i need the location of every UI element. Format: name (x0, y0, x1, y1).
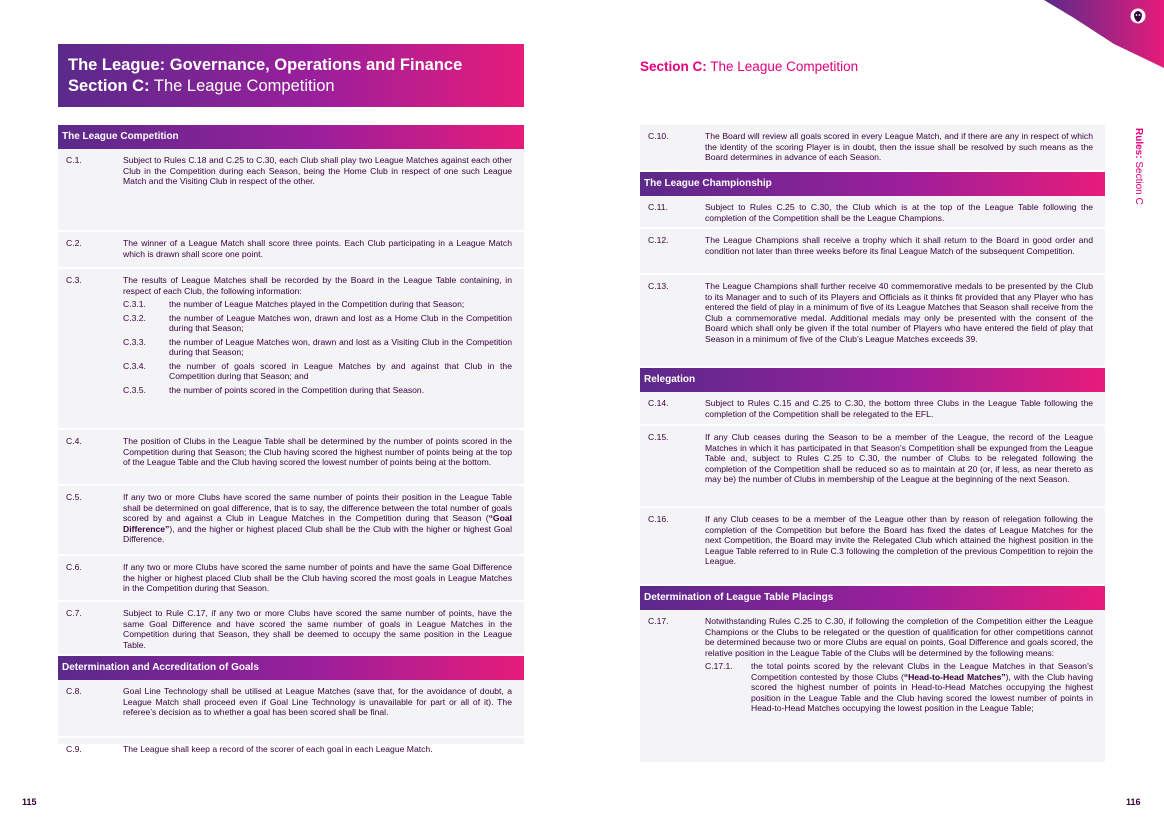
rule-text: The winner of a League Match shall score three points. Each Club participating in a League Match which is drawn shall score one point. (123, 238, 512, 259)
rule-item (58, 149, 524, 232)
defined-term: “Head-to-Head Matches” (903, 671, 1006, 682)
rule-number: C.6. (66, 562, 82, 572)
right-heading-prefix: Section C: (640, 59, 707, 74)
right-page-heading (640, 59, 858, 74)
lion-crest-icon (1131, 9, 1146, 24)
rule-text: Subject to Rules C.25 to C.30, the Club which is at the top of the League Table following the completion of the Competition shall be the League Champions. (705, 202, 1093, 223)
rule-number: C.17. (648, 616, 669, 626)
section-heading: Relegation (640, 368, 1105, 392)
rule-item (58, 556, 524, 602)
rule-number: C.11. (648, 202, 668, 212)
rule-item (640, 196, 1105, 229)
rule-text: Subject to Rules C.18 and C.25 to C.30, each Club shall play two League Matches against each other Club in the Competition during each Season, being the Home Club in respect of one such League Match and the Visiting Club in respect of the other. (123, 155, 512, 186)
rule-number: C.10. (648, 131, 669, 141)
rule-item (58, 232, 524, 269)
rule-number: C.4. (66, 436, 82, 446)
rule-number: C.15. (648, 432, 669, 442)
section-title (68, 76, 514, 97)
rule-number: C.9. (66, 744, 82, 754)
rule-item (58, 486, 524, 556)
sub-rule-number: C.3.1. (123, 299, 146, 309)
rule-text: Goal Line Technology shall be utilised at League Matches (save that, for the avoidance of doubt, a League Match shall proceed even if Goal Line Technology is unavailable for part or all of it). The referee’s decision as to whether a goal has been scored shall be final. (123, 686, 512, 717)
sub-rule-number: C.3.2. (123, 312, 146, 323)
rule-number: C.7. (66, 608, 82, 618)
rule-item (640, 392, 1105, 426)
rule-number: C.12. (648, 235, 669, 245)
sub-rule (123, 299, 512, 310)
section-heading: Determination of League Table Placings (640, 586, 1105, 610)
sub-rule-text: the number of League Matches played in the Competition during that Season; (169, 299, 465, 309)
rule-number: C.14. (648, 398, 669, 408)
rule-item (58, 602, 524, 656)
rule-number: C.1. (66, 155, 82, 165)
rule-item (58, 430, 524, 486)
rule-text: The results of League Matches shall be recorded by the Board in the League Table containing, in respect of each Club, the following information: (123, 275, 512, 296)
rule-text: The Board will review all goals scored in every League Match, and if there are any in respect of which the identity of the scoring Player is in doubt, then the issue shall be resolved by such means as the Board determines in advance of each Season. (705, 131, 1093, 162)
sub-rule-number: C.17.1. (705, 661, 733, 671)
rule-text: The League Champions shall further receive 40 commemorative medals to be presented by the Club to its Manager and to such of its Players and Officials as it thinks fit provided that any Player who has entered the field of play in a minimum of five of its League Matches that Season shall receive from the Club a commemorative medal. Additional medals may only be presented with the consent of the Board which shall only be given if the total number of Players who have entered the field of play that Season in a minimum of five of the Club’s League Matches exceeds 39. (705, 281, 1093, 344)
sub-rule-text: the number of League Matches won, drawn and lost as a Home Club in the Competition during that Season; (169, 312, 512, 333)
page-header-banner (58, 44, 524, 107)
rule-number: C.5. (66, 492, 82, 502)
rule-item (640, 125, 1105, 172)
rule-item (640, 426, 1105, 508)
rule-item (58, 680, 524, 738)
rule-number: C.3. (66, 275, 82, 285)
rule-text: If any Club ceases to be a member of the League other than by reason of relegation following the completion of the Competition but before the Board has fixed the dates of League Matches for the next Competition, the Board may invite the Relegated Club which attained the highest position in the League Table referred to in Rule C.3 following the completion of the previous Competition to rejoin the League. (705, 514, 1093, 566)
side-tab-prefix: Rules: (1133, 128, 1144, 159)
right-heading-name: The League Competition (710, 59, 859, 74)
rule-text (123, 492, 512, 550)
page-number-left: 115 (22, 797, 37, 807)
page-number-right: 116 (1126, 797, 1141, 807)
rule-body (705, 616, 1093, 758)
rule-text: The League Champions shall receive a trophy which it shall return to the Board in good order and condition not later than three weeks before its final League Match of the subsequent Competition. (705, 235, 1093, 256)
corner-decoration (1044, 0, 1164, 70)
rule-item (640, 275, 1105, 368)
rule-body (123, 275, 512, 424)
section-heading: The League Championship (640, 172, 1105, 196)
rule-number: C.2. (66, 238, 82, 248)
rule-text: The position of Clubs in the League Table shall be determined by the number of points scored in the Competition during that Season; the Club having scored the highest number of points being at the top of the League Table and the Club having scored the lowest number of points being at the bottom. (123, 436, 512, 467)
rule-text-part: ), and the higher or highest placed Club shall be the Club with the higher or highest Goal Difference. (123, 523, 512, 544)
section-heading: Determination and Accreditation of Goals (58, 656, 524, 680)
sub-rule-text (751, 661, 1093, 714)
section-name: The League Competition (153, 77, 335, 95)
rule-text: If any Club ceases during the Season to be a member of the League, the record of the League Matches in which it has participated in that Season’s Competition shall be expunged from the League Table and, subject to Rules C.25 to C.30, the number of Clubs to be relegated following the completion of the Competition shall be reduced so as to maintain at 20 (or, if less, as near thereto as may be) the number of Clubs in membership of the League at the beginning of the next Season. (705, 432, 1093, 484)
sub-rule-text: the number of League Matches won, drawn and lost as a Visiting Club in the Competition during that Season; (169, 336, 512, 357)
side-section-tab (1128, 128, 1144, 248)
rule-text: If any two or more Clubs have scored the same number of points and have the same Goal Difference the higher or highest placed Club shall be the Club having scored the most goals in League Matches in the Competition during that Season. (123, 562, 512, 593)
sub-rule-number: C.3.4. (123, 360, 146, 371)
sub-rule (123, 313, 512, 334)
rule-text: The League shall keep a record of the scorer of each goal in each League Match. (123, 744, 433, 754)
sub-rule (705, 661, 1093, 714)
rule-item (58, 269, 524, 430)
rule-item (640, 229, 1105, 275)
sub-rule-text: the number of goals scored in League Matches by and against that Club in the Competition during that Season; and (169, 360, 512, 381)
document-title: The League: Governance, Operations and Finance (68, 56, 463, 74)
rule-text: Subject to Rules C.15 and C.25 to C.30, the bottom three Clubs in the League Table following the completion of the Competition shall be relegated to the EFL. (705, 398, 1093, 419)
sub-rule-number: C.3.3. (123, 336, 146, 347)
rule-item (58, 738, 524, 762)
sub-rule-number: C.3.5. (123, 384, 146, 395)
rule-number: C.13. (648, 281, 669, 291)
defined-term: “Goal Difference” (123, 513, 512, 534)
rule-item (640, 508, 1105, 586)
rule-text-part: If any two or more Clubs have scored the same number of points their position in the League Table shall be determined on goal difference, that is to say, the difference between the total number of goals scored by and against a Club in League Matches in the Competition during that Season ( (123, 492, 512, 523)
left-page-rules (58, 125, 524, 754)
rule-text: Subject to Rule C.17, if any two or more Clubs have scored the same number of points, have the same Goal Difference and have scored the same number of goals in League Matches in the Competition during that Season, they shall be deemed to occupy the same position in the League Table. (123, 608, 512, 650)
rule-number: C.8. (66, 686, 82, 696)
side-tab-name: Section C (1133, 161, 1144, 205)
sub-rule-text: the number of points scored in the Competition during that Season. (169, 384, 425, 395)
sub-rule (123, 337, 512, 358)
section-heading: The League Competition (58, 125, 524, 149)
right-page-rules (640, 125, 1105, 762)
sub-rule (123, 361, 512, 382)
rule-text-part: the total points scored by the relevant Clubs in the League Matches in that Season’s Competition contested by those Clubs ( (751, 661, 1093, 682)
rule-text-part: ), with the Club having scored the highest number of points in Head-to-Head Matches occupying the highest position in the League Table and the Club having scored the lowest number of points in Head-to-Head Matches occupying the lowest position in the League Table; (751, 671, 1093, 713)
section-prefix: Section C: (68, 77, 150, 95)
rule-text: Notwithstanding Rules C.25 to C.30, if following the completion of the Competition either the League Champions or the Clubs to be relegated or the question of qualification for other competitions cannot be determined because two or more Clubs are equal on points, Goal Difference and goals scored, the relative position in the League Table of the Clubs will be determined by the following means: (705, 616, 1093, 658)
sub-rule (123, 385, 512, 396)
rule-number: C.16. (648, 514, 669, 524)
rule-item (640, 610, 1105, 762)
